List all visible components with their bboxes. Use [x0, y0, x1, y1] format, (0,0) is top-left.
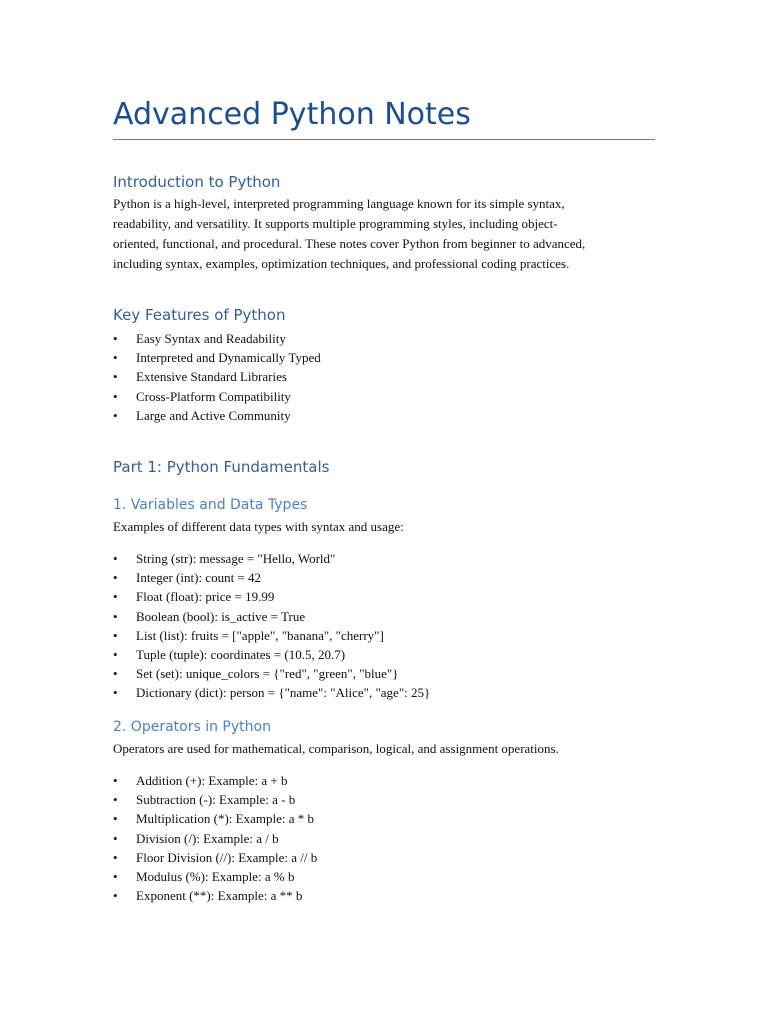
operators-list: [113, 771, 655, 905]
list-item-text: Floor Division (//): Example: a // b: [136, 849, 318, 865]
bullet-icon: •: [113, 551, 118, 566]
list-item: [113, 790, 655, 809]
bullet-icon: •: [113, 627, 118, 643]
list-item-text: Modulus (%): Example: a % b: [136, 869, 295, 885]
list-item-text: Easy Syntax and Readability: [136, 331, 286, 346]
list-item-text: Tuple (tuple): coordinates = (10.5, 20.7): [136, 647, 346, 663]
bullet-icon: •: [113, 369, 118, 385]
operators-description-text: Operators are used for mathematical, comparison, logical, and assignment operations.: [113, 741, 559, 756]
list-item: [113, 329, 655, 348]
bullet-icon: •: [113, 849, 118, 865]
list-item-text: Multiplication (*): Example: a * b: [136, 811, 314, 827]
operators-description: [113, 739, 655, 759]
list-item: [113, 387, 655, 406]
bullet-icon: •: [113, 773, 118, 788]
bullet-icon: •: [113, 331, 118, 346]
list-item-text: Subtraction (-): Example: a - b: [136, 792, 296, 808]
list-item: [113, 406, 655, 425]
intro-line: Python is a high-level, interpreted programming language known for its simple syntax,: [113, 196, 565, 211]
bullet-icon: •: [113, 685, 118, 701]
intro-line: readability, and versatility. It supports multiple programming styles, including object-: [113, 216, 558, 231]
bullet-icon: •: [113, 666, 118, 682]
bullet-icon: •: [113, 792, 118, 808]
bullet-icon: •: [113, 350, 118, 366]
bullet-icon: •: [113, 570, 118, 586]
list-item: [113, 809, 655, 828]
bullet-icon: •: [113, 608, 118, 624]
list-item-text: Boolean (bool): is_active = True: [136, 608, 306, 624]
heading-key-features: Key Features of Python: [113, 306, 286, 324]
list-item: [113, 771, 655, 790]
list-item-text: Exponent (**): Example: a ** b: [136, 888, 303, 904]
bullet-icon: •: [113, 589, 118, 605]
list-item-text: Integer (int): count = 42: [136, 570, 262, 586]
bullet-icon: •: [113, 647, 118, 663]
bullet-icon: •: [113, 811, 118, 827]
features-list: [113, 329, 655, 425]
bullet-icon: •: [113, 830, 118, 846]
heading-variables-data-types: 1. Variables and Data Types: [113, 497, 308, 513]
list-item: [113, 568, 655, 587]
title-underline-rule: [113, 139, 655, 140]
list-item: [113, 626, 655, 645]
intro-line: including syntax, examples, optimization techniques, and professional coding practices.: [113, 256, 570, 271]
intro-line: oriented, functional, and procedural. These notes cover Python from beginner to advanced,: [113, 236, 586, 251]
variables-description: [113, 517, 655, 537]
list-item: [113, 607, 655, 626]
bullet-icon: •: [113, 388, 118, 404]
list-item-text: Extensive Standard Libraries: [136, 369, 287, 385]
heading-operators: 2. Operators in Python: [113, 719, 271, 735]
bullet-icon: •: [113, 407, 118, 423]
list-item: [113, 645, 655, 664]
intro-paragraph: [113, 194, 655, 274]
list-item-text: Interpreted and Dynamically Typed: [136, 350, 321, 366]
list-item: [113, 886, 655, 905]
list-item-text: Division (/): Example: a / b: [136, 830, 279, 846]
list-item-text: String (str): message = "Hello, World": [136, 551, 336, 566]
list-item: [113, 867, 655, 886]
list-item: [113, 848, 655, 867]
list-item-text: Dictionary (dict): person = {"name": "Alice", "age": 25}: [136, 685, 431, 701]
list-item: [113, 367, 655, 386]
bullet-icon: •: [113, 869, 118, 885]
list-item: [113, 664, 655, 683]
list-item: [113, 683, 655, 702]
list-item: [113, 348, 655, 367]
heading-introduction: Introduction to Python: [113, 173, 281, 191]
data-types-list: [113, 549, 655, 703]
list-item: [113, 587, 655, 606]
list-item: [113, 549, 655, 568]
bullet-icon: •: [113, 888, 118, 904]
document-title: Advanced Python Notes: [113, 97, 471, 132]
list-item-text: Float (float): price = 19.99: [136, 589, 275, 605]
list-item: [113, 829, 655, 848]
list-item-text: List (list): fruits = ["apple", "banana", "cherry"]: [136, 627, 384, 643]
list-item-text: Set (set): unique_colors = {"red", "green", "blue"}: [136, 666, 399, 682]
list-item-text: Large and Active Community: [136, 407, 291, 423]
heading-part-1: Part 1: Python Fundamentals: [113, 458, 330, 476]
variables-description-text: Examples of different data types with syntax and usage:: [113, 519, 404, 534]
list-item-text: Addition (+): Example: a + b: [136, 773, 288, 788]
list-item-text: Cross-Platform Compatibility: [136, 388, 291, 404]
